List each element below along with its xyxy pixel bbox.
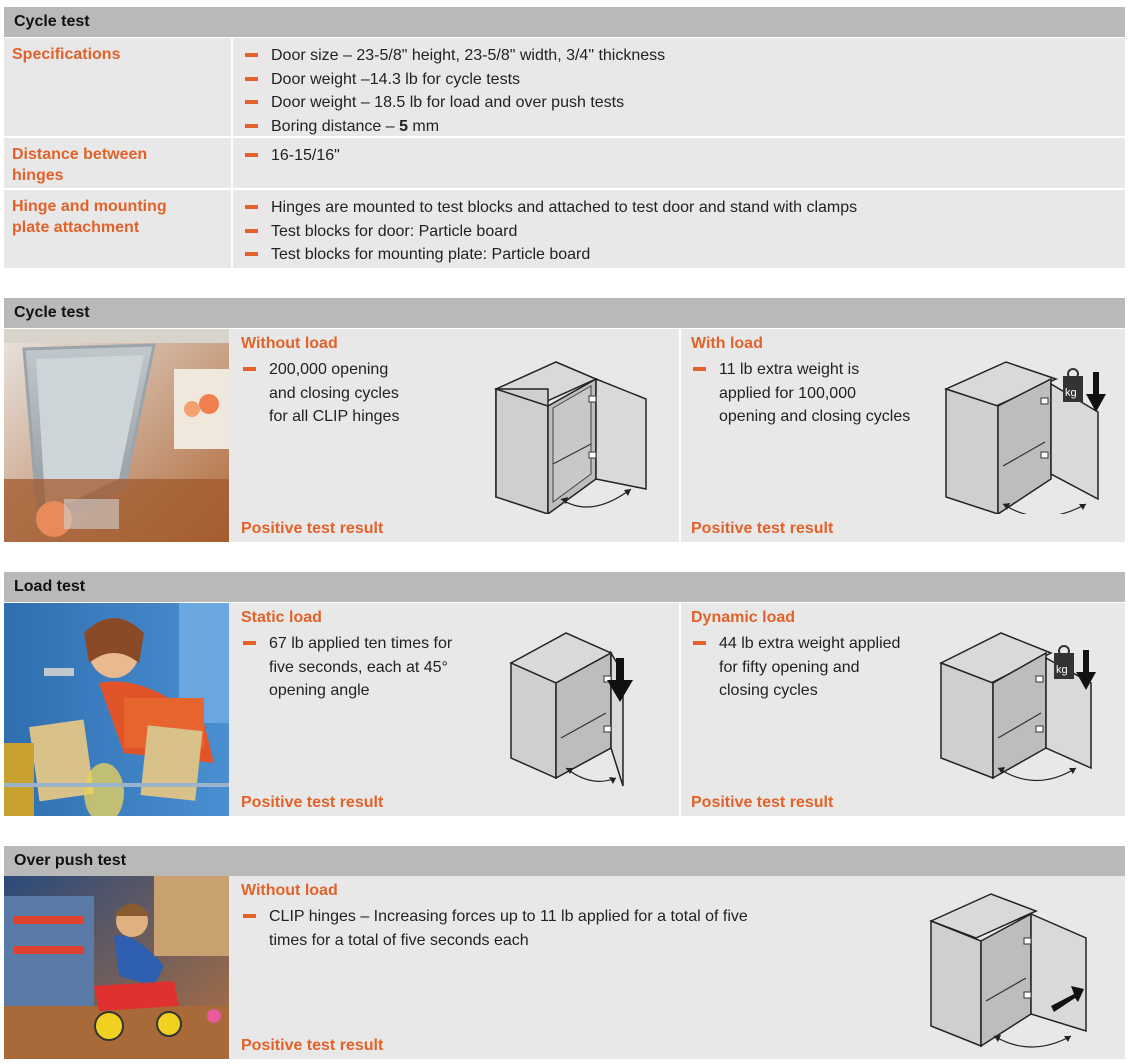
test-result: Positive test result: [691, 794, 834, 811]
cabinet-static-load-diagram: [501, 628, 651, 788]
list-item: Door weight – 18.5 lb for load and over push tests: [243, 91, 1125, 115]
list-item: 200,000 opening and closing cycles for all CLIP hinges: [241, 358, 399, 429]
cycle-test-header: Cycle test: [4, 298, 1125, 328]
list-item: Hinges are mounted to test blocks and attached to test door and stand with clamps: [243, 196, 1125, 220]
cycle-test-panel: [4, 329, 1125, 542]
column-title: Without load: [241, 882, 338, 899]
spec-label: Hinge and mounting plate attachment: [12, 198, 167, 236]
test-result: Positive test result: [241, 520, 384, 537]
list-item: Test blocks for door: Particle board: [243, 220, 1125, 244]
spec-row-hinge-attachment: [4, 190, 1125, 268]
spec-row-distance: [4, 138, 1125, 188]
column-title: With load: [691, 335, 763, 352]
list-item: 67 lb applied ten times for five seconds, each at 45° opening angle: [241, 632, 452, 703]
list-item: Door weight –14.3 lb for cycle tests: [243, 68, 1125, 92]
column-title: Dynamic load: [691, 609, 796, 626]
cabinet-over-push-diagram: [926, 886, 1096, 1056]
cabinet-weight-diagram: [941, 354, 1111, 514]
spec-label: Distance between hinges: [12, 146, 148, 184]
test-result: Positive test result: [691, 520, 834, 537]
cabinet-open-door-diagram: [491, 354, 661, 514]
over-push-test-header: Over push test: [4, 846, 1125, 876]
list-item: 44 lb extra weight applied for fifty opening and closing cycles: [691, 632, 900, 703]
spec-section-header: Cycle test: [4, 7, 1125, 37]
list-item: CLIP hinges – Increasing forces up to 11 lb applied for a total of five times for a total of five seconds each: [241, 905, 748, 952]
svg-text:kg: kg: [1065, 387, 1077, 399]
over-push-test-panel: [4, 876, 1125, 1059]
dynamic-load-column: [681, 603, 1125, 816]
over-push-without-load-column: [231, 876, 1125, 1059]
spec-content: [231, 38, 1125, 136]
spec-row-specifications: [4, 38, 1125, 136]
test-result: Positive test result: [241, 794, 384, 811]
woman-leaning-photo: [4, 603, 229, 816]
child-on-tricycle-photo: [4, 876, 229, 1059]
list-item: Test blocks for mounting plate: Particle board: [243, 243, 1125, 267]
column-title: Without load: [241, 335, 338, 352]
cabinet-dynamic-load-diagram: [936, 628, 1106, 788]
spec-label: Specifications: [12, 46, 121, 63]
column-title: Static load: [241, 609, 322, 626]
cycle-with-load-column: [681, 329, 1125, 542]
static-load-column: [231, 603, 679, 816]
spec-content: [231, 190, 1125, 268]
load-test-panel: [4, 603, 1125, 816]
load-test-header: Load test: [4, 572, 1125, 602]
list-item: 16-15/16": [243, 144, 1125, 168]
cycle-without-load-column: [231, 329, 679, 542]
list-item: 11 lb extra weight is applied for 100,000 opening and closing cycles: [691, 358, 910, 429]
test-result: Positive test result: [241, 1037, 384, 1054]
kitchen-cabinet-photo: [4, 329, 229, 542]
list-item: Boring distance – 5 mm: [243, 115, 1125, 139]
svg-text:kg: kg: [1056, 664, 1068, 676]
list-item: Door size – 23-5/8" height, 23-5/8" width, 3/4" thickness: [243, 44, 1125, 68]
spec-content: [231, 138, 1125, 188]
